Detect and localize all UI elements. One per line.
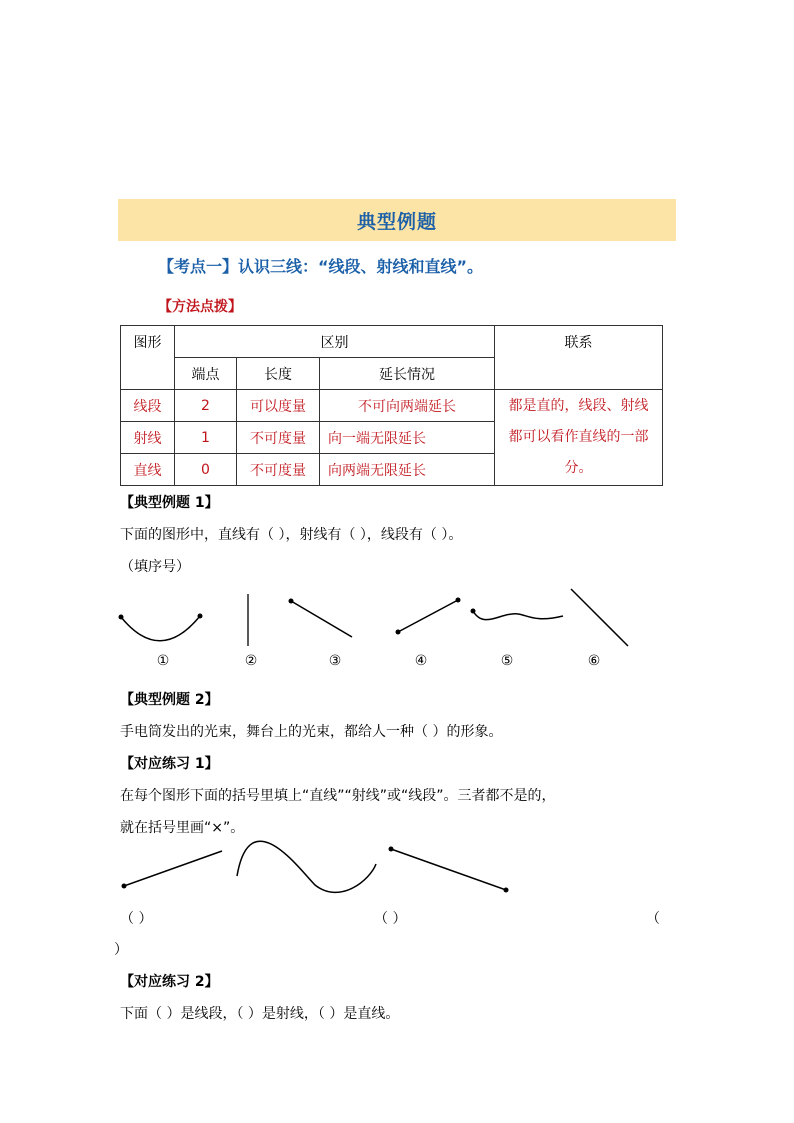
practice1-instruction-2: 就在括号里画“×”。 xyxy=(120,820,245,836)
figure-number: ① xyxy=(156,653,170,669)
figure-3-ray xyxy=(291,601,352,637)
row-endpoints: 0 xyxy=(175,454,237,486)
practice-figure-segment xyxy=(391,849,506,890)
example2-label: 【典型例题 2】 xyxy=(120,692,219,708)
endpoint-dot xyxy=(396,630,401,635)
endpoint-dot xyxy=(456,598,461,603)
practice-figure-ray xyxy=(124,851,222,886)
answer-blank-open[interactable]: （ xyxy=(646,911,660,927)
figure-4-segment xyxy=(398,600,458,632)
endpoint-dot xyxy=(389,847,394,852)
header-shape: 图形 xyxy=(121,326,175,390)
example2-question: 手电筒发出的光束，舞台上的光束，都给人一种（ ）的形象。 xyxy=(120,724,503,740)
answer-blank[interactable]: （ ） xyxy=(120,911,153,927)
endpoint-dot xyxy=(471,609,476,614)
practice2-question: 下面（ ）是线段，（ ）是射线，（ ）是直线。 xyxy=(120,1006,400,1022)
practice-figure-curve xyxy=(237,841,376,892)
endpoint-dot xyxy=(289,599,294,604)
row-extension: 向一端无限延长 xyxy=(320,422,495,454)
example1-question: 下面的图形中，直线有（ ），射线有（ ），线段有（ ）。 xyxy=(120,527,463,543)
figure-5-curve xyxy=(473,611,563,620)
endpoint-dot xyxy=(122,884,127,889)
figure-number: ② xyxy=(244,653,258,669)
topic-heading: 【考点一】认识三线：“线段、射线和直线”。 xyxy=(158,257,484,276)
header-difference: 区别 xyxy=(175,326,495,358)
method-heading: 【方法点拨】 xyxy=(158,299,242,315)
row-name: 直线 xyxy=(121,454,175,486)
endpoint-dot xyxy=(198,614,203,619)
figure-1-arc xyxy=(121,616,200,641)
endpoint-dot xyxy=(119,615,124,620)
example1-label: 【典型例题 1】 xyxy=(120,495,219,511)
figure-number: ⑥ xyxy=(587,653,601,669)
row-name: 线段 xyxy=(121,390,175,422)
connection-text: 都是直的，线段、射线都可以看作直线的一部分。 xyxy=(495,390,663,486)
practice2-label: 【对应练习 2】 xyxy=(120,974,219,990)
subheader-extension: 延长情况 xyxy=(320,358,495,390)
figure-number: ⑤ xyxy=(500,653,514,669)
answer-blank[interactable]: （ ） xyxy=(374,911,407,927)
figure-number: ③ xyxy=(328,653,342,669)
subheader-endpoints: 端点 xyxy=(175,358,237,390)
header-connection: 联系 xyxy=(495,326,663,390)
row-endpoints: 2 xyxy=(175,390,237,422)
subheader-length: 长度 xyxy=(237,358,320,390)
row-endpoints: 1 xyxy=(175,422,237,454)
example1-hint: （填序号） xyxy=(120,559,190,575)
row-length: 不可度量 xyxy=(237,422,320,454)
row-length: 可以度量 xyxy=(237,390,320,422)
row-name: 射线 xyxy=(121,422,175,454)
practice1-label: 【对应练习 1】 xyxy=(120,756,219,772)
answer-blank-close: ） xyxy=(114,942,128,958)
endpoint-dot xyxy=(504,888,509,893)
row-extension: 向两端无限延长 xyxy=(320,454,495,486)
section-title: 典型例题 xyxy=(356,211,437,233)
figure-number: ④ xyxy=(414,653,428,669)
row-extension: 不可向两端延长 xyxy=(320,390,495,422)
row-length: 不可度量 xyxy=(237,454,320,486)
figure-6-line xyxy=(571,589,628,646)
practice1-instruction: 在每个图形下面的括号里填上“直线”“射线”或“线段”。三者都不是的， xyxy=(120,788,556,804)
